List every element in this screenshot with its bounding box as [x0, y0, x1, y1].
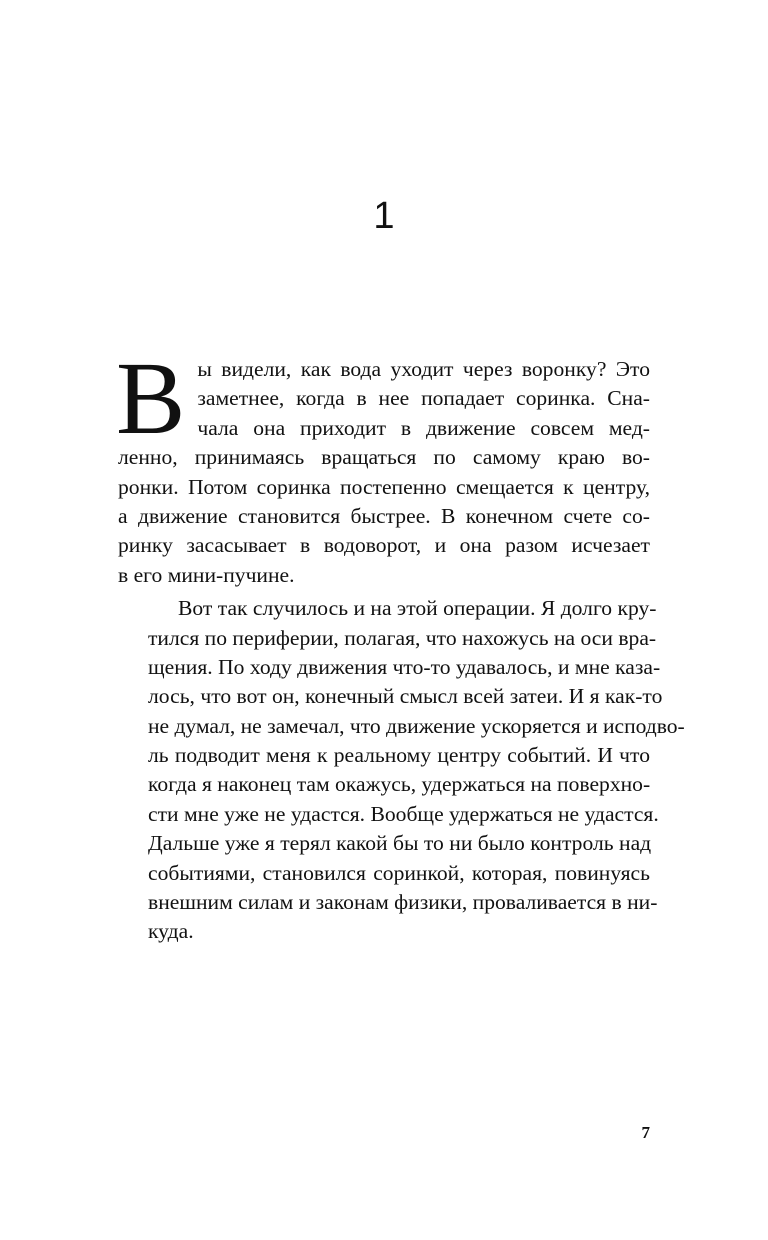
text-line: не думал, не замечал, что движение ускоряется и исподво- — [148, 713, 685, 738]
text-line: ль подводит меня к реальному центру событий. И что — [148, 743, 650, 768]
text-line: внешним силам и законам физики, проваливается в ни- — [148, 890, 658, 915]
text-line: Дальше уже я терял какой бы то ни было контроль над — [148, 831, 652, 856]
text-line: ронки. Потом соринка постепенно смещается к центру, — [118, 474, 650, 499]
text-line: когда я наконец там окажусь, удержаться на поверхно- — [148, 772, 651, 797]
text-line: а движение становится быстрее. В конечном счете со- — [118, 503, 650, 528]
text-line: заметнее, когда в нее попадает соринка. Сна- — [197, 386, 650, 411]
drop-cap: В — [116, 341, 186, 456]
text-line: Вот так случилось и на этой операции. Я долго кру- — [178, 596, 657, 621]
page-number: 7 — [641, 1123, 650, 1142]
text-line: тился по периферии, полагая, что нахожусь на оси вра- — [148, 625, 657, 650]
text-line: чала она приходит в движение совсем мед- — [197, 415, 650, 440]
text-line: куда. — [148, 919, 194, 944]
text-line: сти мне уже не удастся. Вообще удержаться не удастся. — [148, 801, 659, 826]
body-text — [116, 341, 685, 947]
text-line: событиями, становился соринкой, которая, повинуясь — [148, 860, 650, 885]
text-line: ринку засасывает в водоворот, и она разом исчезает — [118, 533, 650, 558]
text-line: в его мини-пучине. — [118, 562, 295, 587]
paragraph-1 — [116, 341, 650, 590]
text-line: лось, что вот он, конечный смысл всей затеи. И я как-то — [148, 684, 663, 709]
text-line: ы видели, как вода уходит через воронку? Это — [197, 357, 650, 381]
paragraph-2 — [118, 594, 685, 947]
text-line: ленно, принимаясь вращаться по самому краю во- — [118, 445, 650, 470]
chapter-number: 1 — [373, 195, 395, 237]
text-line: щения. По ходу движения что-то удавалось, и мне каза- — [148, 654, 661, 679]
